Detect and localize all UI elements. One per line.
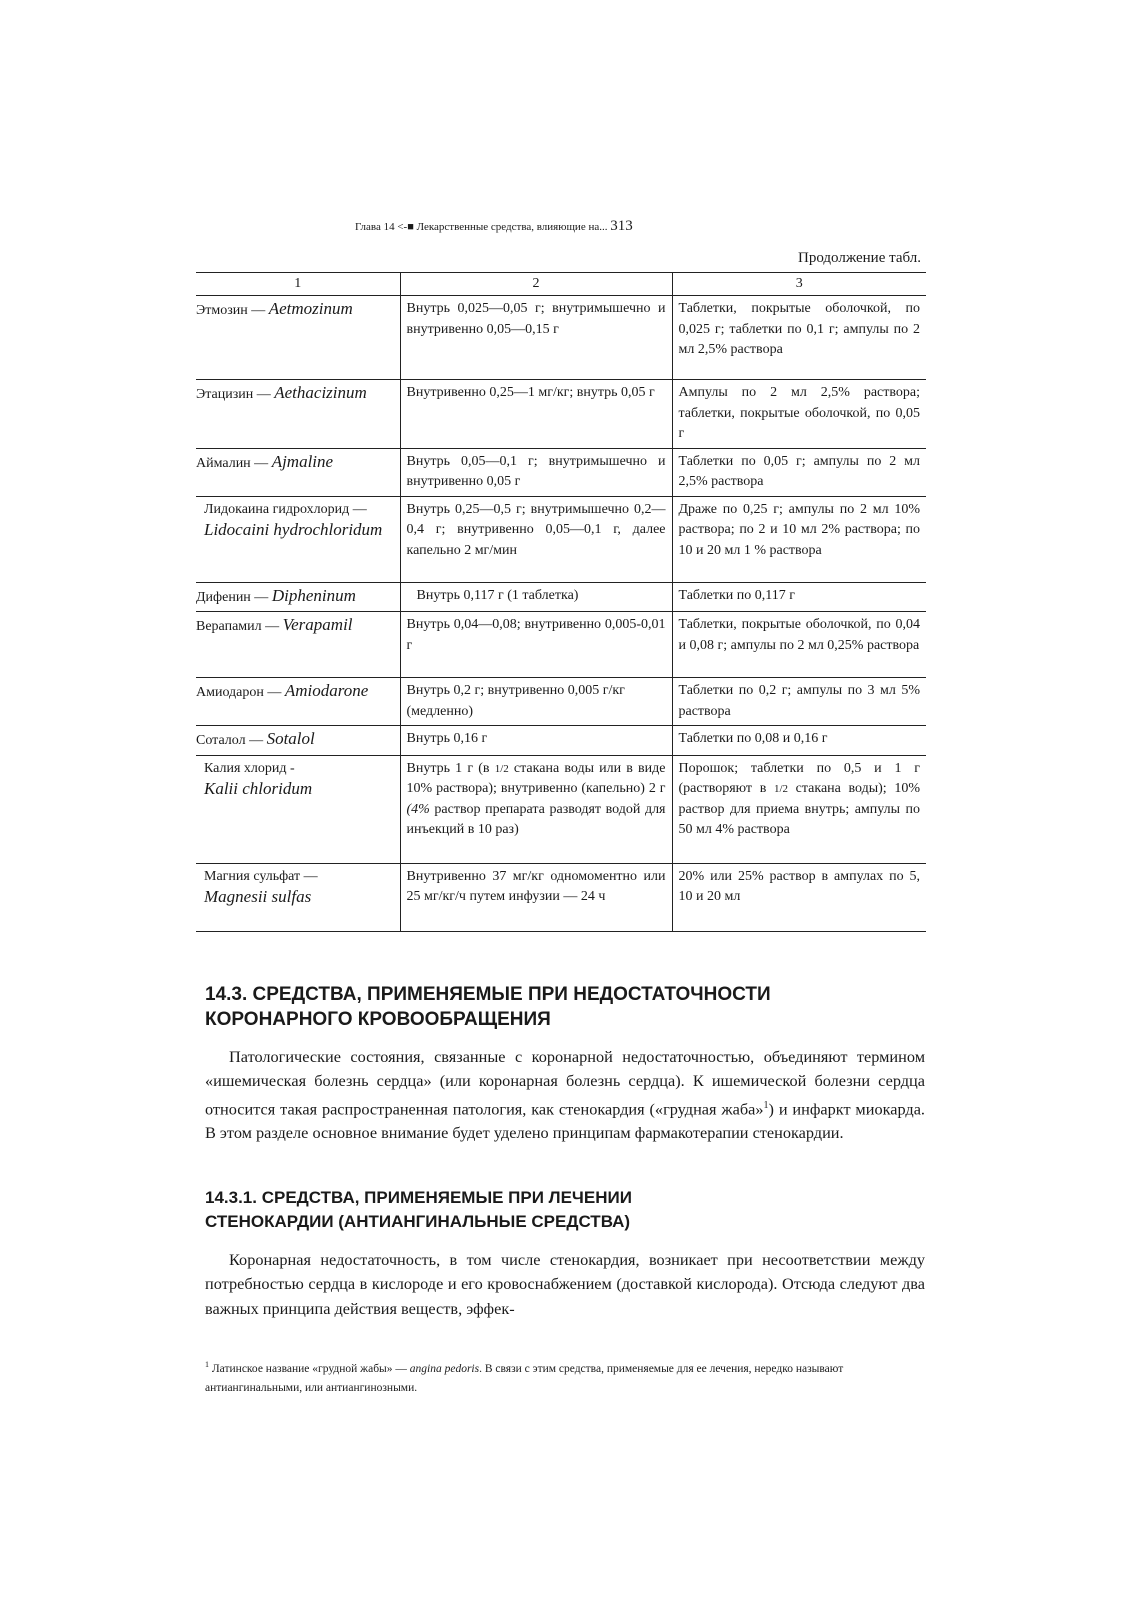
drug-latin-name: Sotalol: [266, 729, 315, 748]
dosage-cell: Внутрь 0,117 г (1 таблетка): [400, 582, 672, 612]
dosage-cell: Внутривенно 0,25—1 мг/кг; внутрь 0,05 г: [400, 380, 672, 449]
drug-name-cell: [196, 612, 400, 678]
section-paragraph: Патологические состояния, связанные с коронарной недостаточностью, объединяют термином «ишемическая болезнь сердца» (или коронарная болезнь сердца). К ишемической болезни сердца относится такая распространенная патология, как стенокардия («грудная жаба»$^1$) и инфаркт миокарда. В этом разделе основное внимание будет уделено принципам фармакотерапии стенокардии.: [205, 1047, 925, 1143]
form-cell: Порошок; таблетки по 0,5 и 1 г (растворяют в 1/2 стакана воды); 10% раствор для приема внутрь; ампулы по 50 мл 4% раствора: [672, 755, 926, 863]
drug-latin-name: Lidocaini hydrochloridum: [204, 520, 383, 539]
column-header: 2: [400, 273, 672, 296]
drug-name: Верапамил —: [196, 619, 280, 634]
running-title: Глава 14 <-■ Лекарственные средства, влияющие на...: [355, 221, 608, 233]
drug-latin-name: Aethacizinum: [274, 383, 367, 402]
table-row: [196, 582, 926, 612]
table-row: [196, 863, 926, 931]
table-row: [196, 296, 926, 380]
form-cell: Ампулы по 2 мл 2,5% раствора; таблетки, покрытые оболочкой, по 0,05 г: [672, 380, 926, 449]
dosage-cell: Внутрь 1 г (в 1/2 стакана воды или в виде 10% раствора); внутривенно (капельно) 2 г (4% раствор препарата разводят водой для инъекций в 10 раз): [400, 755, 672, 863]
dosage-cell: Внутрь 0,05—0,1 г; внутримышечно и внутривенно 0,05 г: [400, 448, 672, 496]
drug-name-cell: [196, 296, 400, 380]
dosage-cell: Внутрь 0,04—0,08; внутривенно 0,005-0,01 г: [400, 612, 672, 678]
form-cell: Таблетки по 0,05 г; ампулы по 2 мл 2,5% раствора: [672, 448, 926, 496]
footnote-ref: 1: [763, 1099, 769, 1111]
form-cell: Драже по 0,25 г; ампулы по 2 мл 10% раствора; по 2 и 10 мл 2% раствора; по 10 и 20 мл 1 % раствора: [672, 496, 926, 582]
drug-table: [196, 272, 926, 932]
drug-name: Аймалин —: [196, 455, 269, 471]
section-heading: 14.3. СРЕДСТВА, ПРИМЕНЯЕМЫЕ ПРИ НЕДОСТАТОЧНОСТИ КОРОНАРНОГО КРОВООБРАЩЕНИЯ: [205, 984, 771, 1030]
drug-name: Этацизин —: [196, 387, 271, 402]
table-row: [196, 755, 926, 863]
drug-latin-name: Amiodarone: [284, 681, 369, 700]
drug-name-cell: [196, 582, 400, 612]
form-cell: Таблетки, покрытые оболочкой, по 0,025 г; таблетки по 0,1 г; ампулы по 2 мл 2,5% раствора: [672, 296, 926, 380]
form-cell: Таблетки по 0,2 г; ампулы по 3 мл 5% раствора: [672, 678, 926, 726]
drug-name: Амиодарон —: [196, 685, 282, 700]
drug-name: Магния сульфат —: [204, 868, 318, 884]
table-continuation-label: Продолжение табл.: [798, 250, 921, 266]
drug-name: Калия хлорид -: [204, 760, 295, 776]
table-header-row: [196, 273, 926, 296]
dosage-cell: Внутрь 0,2 г; внутривенно 0,005 г/кг (медленно): [400, 678, 672, 726]
column-header: 3: [672, 273, 926, 296]
subsection-paragraph: Коронарная недостаточность, в том числе стенокардия, возникает при несоответствии между потребностью сердца в кислороде и его кровоснабжением (доставкой кислорода). Отсюда следуют два важных принципа действия веществ, эффек-: [205, 1250, 925, 1318]
table-row: [196, 726, 926, 756]
fraction: 1/2: [773, 783, 788, 795]
drug-name-cell: [196, 755, 400, 863]
form-cell: Таблетки по 0,117 г: [672, 582, 926, 612]
drug-latin-name: Aetmozinum: [268, 299, 353, 318]
dosage-cell: Внутривенно 37 мг/кг одномоментно или 25 мг/кг/ч путем инфузии — 24 ч: [400, 863, 672, 931]
drug-name: Дифенин —: [196, 589, 269, 605]
drug-name-cell: [196, 380, 400, 449]
drug-latin-name: Verapamil: [282, 615, 353, 634]
footnote-mark: 1: [205, 1360, 209, 1369]
drug-name-cell: [196, 726, 400, 756]
running-head: [355, 218, 633, 235]
subsection-heading: 14.3.1. СРЕДСТВА, ПРИМЕНЯЕМЫЕ ПРИ ЛЕЧЕНИИ СТЕНОКАРДИИ (АНТИАНГИНАЛЬНЫЕ СРЕДСТВА): [205, 1188, 632, 1231]
table-row: [196, 678, 926, 726]
table-row: [196, 448, 926, 496]
drug-latin-name: Ajmaline: [271, 451, 334, 471]
form-cell: Таблетки, покрытые оболочкой, по 0,04 и 0,08 г; ампулы по 2 мл 0,25% раствора: [672, 612, 926, 678]
drug-name: Этмозин —: [196, 303, 266, 318]
drug-name-cell: [196, 448, 400, 496]
form-cell: 20% или 25% раствор в ампулах по 5, 10 и 20 мл: [672, 863, 926, 931]
table-row: [196, 496, 926, 582]
page-number: 313: [610, 218, 633, 234]
dosage-cell: Внутрь 0,25—0,5 г; внутримышечно 0,2—0,4 г; внутривенно 0,05—0,1 г, далее капельно 2 мг/мин: [400, 496, 672, 582]
drug-latin-name: Magnesii sulfas: [204, 887, 312, 906]
drug-name-cell: [196, 863, 400, 931]
drug-name: Соталол —: [196, 733, 264, 748]
drug-latin-name: Kalii chloridum: [204, 779, 313, 798]
footnote: $^1$ Латинское название «грудной жабы» — angina pedoris. В связи с этим средства, применяемые для ее лечения, нередко называют антиангинальными, или антиангинозными.: [205, 1360, 844, 1394]
form-cell: Таблетки по 0,08 и 0,16 г: [672, 726, 926, 756]
fraction: 1/2: [494, 762, 509, 775]
drug-name-cell: [196, 678, 400, 726]
dosage-cell: Внутрь 0,16 г: [400, 726, 672, 756]
table-row: [196, 612, 926, 678]
drug-latin-name: Dipheninum: [271, 585, 356, 605]
table-row: [196, 380, 926, 449]
column-header: 1: [196, 273, 400, 296]
drug-name-cell: [196, 496, 400, 582]
drug-name: Лидокаина гидрохлорид —: [204, 501, 367, 517]
dosage-cell: Внутрь 0,025—0,05 г; внутримышечно и внутривенно 0,05—0,15 г: [400, 296, 672, 380]
